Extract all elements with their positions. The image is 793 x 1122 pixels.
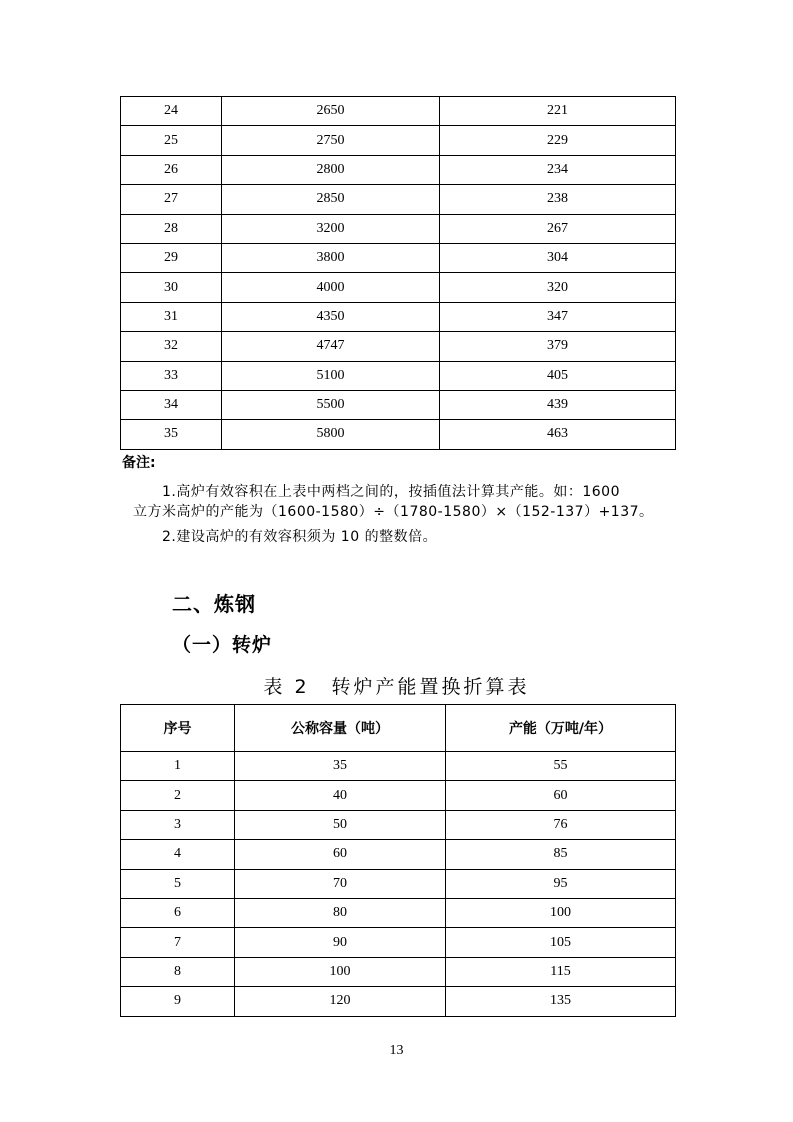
table-cell: 80 <box>235 898 446 927</box>
table-row <box>121 869 676 898</box>
notes-heading: 备注: <box>122 455 156 471</box>
table-cell: 4 <box>121 840 235 869</box>
table-cell: 2850 <box>222 185 440 214</box>
table-cell: 40 <box>235 781 446 810</box>
table-cell: 60 <box>235 840 446 869</box>
table-cell: 405 <box>440 361 676 390</box>
table-row <box>121 243 676 272</box>
table-cell: 439 <box>440 390 676 419</box>
table-cell: 29 <box>121 243 222 272</box>
section-title: 二、炼钢 <box>172 592 256 616</box>
table-cell: 100 <box>235 957 446 986</box>
table-row <box>121 810 676 839</box>
table-cell: 120 <box>235 987 446 1016</box>
column-header-production-capacity: 产能（万吨/年） <box>446 705 676 752</box>
table-cell: 347 <box>440 302 676 331</box>
table-cell: 30 <box>121 273 222 302</box>
page-number: 13 <box>389 1043 404 1058</box>
table-cell: 70 <box>235 869 446 898</box>
table-cell: 304 <box>440 243 676 272</box>
table-cell: 35 <box>235 752 446 781</box>
table-cell: 7 <box>121 928 235 957</box>
table-cell: 50 <box>235 810 446 839</box>
table-cell: 55 <box>446 752 676 781</box>
table-cell: 31 <box>121 302 222 331</box>
note-item-1-line-1: 1.高炉有效容积在上表中两档之间的，按插值法计算其产能。如：1600 <box>162 484 620 500</box>
table-cell: 28 <box>121 214 222 243</box>
table-cell: 379 <box>440 332 676 361</box>
table-cell: 229 <box>440 126 676 155</box>
table-cell: 26 <box>121 155 222 184</box>
table-cell: 5 <box>121 869 235 898</box>
table-row <box>121 752 676 781</box>
table-row <box>121 987 676 1016</box>
table-cell: 3800 <box>222 243 440 272</box>
column-header-nominal-capacity: 公称容量（吨） <box>235 705 446 752</box>
blast-furnace-capacity-table-continued <box>120 96 676 450</box>
table-row <box>121 97 676 126</box>
table-header-row <box>121 705 676 752</box>
table-cell: 4000 <box>222 273 440 302</box>
table-cell: 90 <box>235 928 446 957</box>
table-cell: 2800 <box>222 155 440 184</box>
converter-capacity-table <box>120 704 676 1017</box>
table-caption: 表 2 转炉产能置换折算表 <box>263 676 530 698</box>
table-row <box>121 928 676 957</box>
table-cell: 5800 <box>222 420 440 449</box>
table-cell: 238 <box>440 185 676 214</box>
table-row <box>121 185 676 214</box>
table-cell: 2 <box>121 781 235 810</box>
table-row <box>121 155 676 184</box>
column-header-serial: 序号 <box>121 705 235 752</box>
table-cell: 33 <box>121 361 222 390</box>
note-item-2: 2.建设高炉的有效容积须为 10 的整数倍。 <box>162 529 438 545</box>
table-cell: 100 <box>446 898 676 927</box>
table-cell: 95 <box>446 869 676 898</box>
table2-header <box>121 705 676 752</box>
table-row <box>121 840 676 869</box>
table-cell: 34 <box>121 390 222 419</box>
table-row <box>121 781 676 810</box>
table-cell: 24 <box>121 97 222 126</box>
table2-body <box>121 752 676 1017</box>
table-cell: 9 <box>121 987 235 1016</box>
subsection-title: （一）转炉 <box>172 634 273 656</box>
table-cell: 221 <box>440 97 676 126</box>
table-cell: 105 <box>446 928 676 957</box>
table-cell: 320 <box>440 273 676 302</box>
table-row <box>121 126 676 155</box>
table-cell: 234 <box>440 155 676 184</box>
table-cell: 5500 <box>222 390 440 419</box>
table-cell: 2650 <box>222 97 440 126</box>
table-row <box>121 898 676 927</box>
table-cell: 1 <box>121 752 235 781</box>
table-cell: 76 <box>446 810 676 839</box>
table-cell: 135 <box>446 987 676 1016</box>
table-row <box>121 214 676 243</box>
table-cell: 3 <box>121 810 235 839</box>
table-row <box>121 273 676 302</box>
table1-body <box>121 97 676 450</box>
note-item-1-line-2: 立方米高炉的产能为（1600-1580）÷（1780-1580）×（152-137）+137。 <box>133 504 654 520</box>
table-cell: 5100 <box>222 361 440 390</box>
table-cell: 85 <box>446 840 676 869</box>
table-cell: 25 <box>121 126 222 155</box>
table-row <box>121 332 676 361</box>
table-row <box>121 957 676 986</box>
table-cell: 6 <box>121 898 235 927</box>
table-row <box>121 361 676 390</box>
table-cell: 3200 <box>222 214 440 243</box>
table-cell: 27 <box>121 185 222 214</box>
table-cell: 115 <box>446 957 676 986</box>
table-cell: 32 <box>121 332 222 361</box>
table-cell: 4350 <box>222 302 440 331</box>
table-cell: 35 <box>121 420 222 449</box>
table-cell: 2750 <box>222 126 440 155</box>
table-cell: 463 <box>440 420 676 449</box>
table-row <box>121 390 676 419</box>
table-row <box>121 302 676 331</box>
table-cell: 4747 <box>222 332 440 361</box>
table-cell: 60 <box>446 781 676 810</box>
table-row <box>121 420 676 449</box>
table-cell: 8 <box>121 957 235 986</box>
table-cell: 267 <box>440 214 676 243</box>
